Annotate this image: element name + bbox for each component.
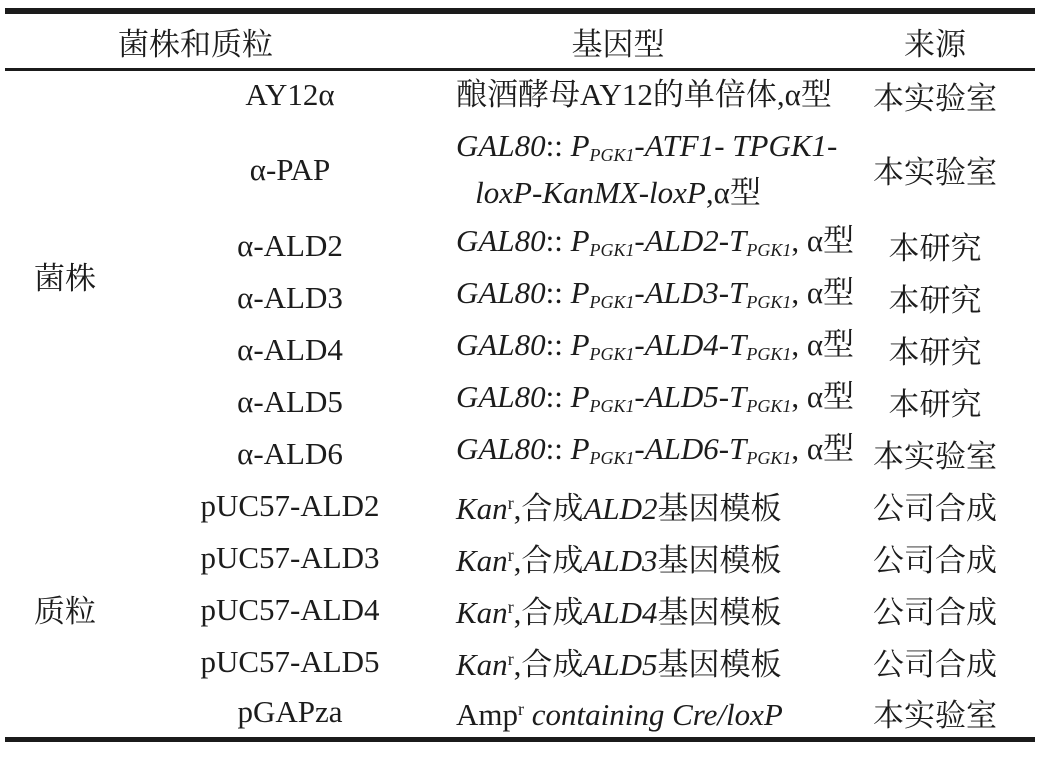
genotype-line xyxy=(456,127,838,174)
genotype-segment: ALD4 xyxy=(583,594,658,630)
genotype-segment: P xyxy=(570,222,590,258)
genotype-segment: P xyxy=(570,274,590,310)
genotype-segment: , α型 xyxy=(791,326,855,362)
genotype-segment: Kan xyxy=(456,490,508,526)
genotype-segment: T xyxy=(729,274,747,310)
genotype-line xyxy=(456,690,783,734)
genotype-line xyxy=(456,536,780,580)
table-row xyxy=(5,120,1035,220)
genotype-line xyxy=(456,378,855,425)
table-row xyxy=(5,272,1035,324)
name-cell: α-PAP xyxy=(249,151,331,187)
genotype-segment: 基因模板 xyxy=(657,594,782,630)
genotype-segment: 酿酒酵母AY12的单倍体,α型 xyxy=(456,77,832,113)
genotype-segment: - xyxy=(827,127,838,163)
genotype-segment: :: xyxy=(545,326,571,362)
strains-plasmids-table xyxy=(5,8,1035,742)
genotype-segment: loxP-KanMX-loxP xyxy=(475,175,706,211)
name-cell: pUC57-ALD2 xyxy=(200,487,380,523)
name-cell: α-ALD4 xyxy=(237,331,343,367)
table-row xyxy=(5,220,1035,272)
source-cell: 本研究 xyxy=(888,387,982,422)
genotype-segment xyxy=(524,697,532,732)
genotype-segment: PGK1 xyxy=(746,448,792,469)
genotype-segment: GAL80 xyxy=(456,222,546,258)
table-body xyxy=(5,70,1035,740)
genotype-segment: ALD2 xyxy=(583,490,658,526)
genotype-segment: , α型 xyxy=(791,274,855,310)
genotype-segment: :: xyxy=(545,127,571,163)
genotype-segment: - xyxy=(714,127,733,163)
genotype-segment: T xyxy=(729,326,747,362)
genotype-cell xyxy=(455,428,855,480)
source-cell: 本研究 xyxy=(888,283,982,318)
genotype-cell xyxy=(455,636,835,688)
genotype-segment: GAL80 xyxy=(456,274,546,310)
genotype-segment: P xyxy=(570,378,590,414)
genotype-segment: T xyxy=(729,430,747,466)
name-cell: pUC57-ALD4 xyxy=(200,591,380,627)
group-cell: 菌株 xyxy=(34,260,96,296)
genotype-segment: P xyxy=(570,127,590,163)
genotype-segment: ALD3 xyxy=(583,542,658,578)
genotype-segment: 基因模板 xyxy=(657,542,782,578)
source-cell: 本实验室 xyxy=(873,80,997,116)
name-cell: α-ALD3 xyxy=(237,279,343,315)
genotype-segment: PGK1 xyxy=(746,344,792,365)
genotype-segment: PGK1 xyxy=(746,292,792,313)
genotype-segment: ,合成 xyxy=(513,542,584,578)
genotype-segment: -ALD3- xyxy=(634,274,730,310)
genotype-segment: r xyxy=(507,596,514,617)
table-row xyxy=(5,480,1035,532)
table-row xyxy=(5,324,1035,376)
genotype-segment: T xyxy=(729,222,747,258)
genotype-segment: Kan xyxy=(456,646,508,682)
genotype-line xyxy=(456,174,780,212)
genotype-segment: ATF1 xyxy=(644,127,715,163)
genotype-segment: PGK1 xyxy=(746,396,792,417)
genotype-line xyxy=(456,484,780,528)
genotype-segment: ,合成 xyxy=(513,646,584,682)
genotype-segment: r xyxy=(507,544,514,565)
genotype-segment: GAL80 xyxy=(456,127,546,163)
genotype-segment: 基因模板 xyxy=(657,646,782,682)
source-cell: 本实验室 xyxy=(873,697,997,733)
genotype-cell xyxy=(455,688,835,740)
genotype-segment: PGK1 xyxy=(589,240,635,261)
genotype-segment: GAL80 xyxy=(456,430,546,466)
genotype-segment: -ALD5- xyxy=(634,378,730,414)
genotype-segment: - xyxy=(634,127,645,163)
genotype-segment: ,合成 xyxy=(513,594,584,630)
genotype-segment: ALD5 xyxy=(583,646,658,682)
genotype-cell xyxy=(455,70,835,120)
genotype-line xyxy=(456,76,832,114)
genotype-segment: :: xyxy=(545,378,571,414)
genotype-line xyxy=(456,222,855,269)
genotype-segment: GAL80 xyxy=(456,378,546,414)
genotype-cell xyxy=(455,376,855,428)
genotype-segment: Kan xyxy=(456,542,508,578)
genotype-segment: -ALD4- xyxy=(634,326,730,362)
genotype-segment: , α型 xyxy=(791,430,855,466)
source-cell: 公司合成 xyxy=(873,647,997,682)
name-cell: AY12α xyxy=(245,77,335,113)
genotype-segment: PGK1 xyxy=(589,396,635,417)
header-genotype: 基因型 xyxy=(455,11,835,70)
source-cell: 本实验室 xyxy=(873,155,997,190)
genotype-segment: GAL80 xyxy=(456,326,546,362)
name-cell: α-ALD5 xyxy=(237,383,343,419)
source-cell: 公司合成 xyxy=(873,543,997,578)
genotype-segment: P xyxy=(570,326,590,362)
genotype-segment: containing Cre/loxP xyxy=(531,697,783,733)
source-cell: 本研究 xyxy=(888,231,982,266)
table-row xyxy=(5,376,1035,428)
genotype-segment: , α型 xyxy=(791,222,855,258)
genotype-segment: :: xyxy=(545,222,571,258)
genotype-segment: 基因模板 xyxy=(657,490,782,526)
genotype-segment: PGK1 xyxy=(589,292,635,313)
table-row xyxy=(5,70,1035,120)
header-strains-plasmids: 菌株和质粒 xyxy=(5,11,455,70)
genotype-line xyxy=(456,274,855,321)
genotype-segment: PGK1 xyxy=(746,240,792,261)
genotype-segment: PGK1 xyxy=(589,145,635,166)
genotype-segment: r xyxy=(518,699,524,720)
table-row xyxy=(5,532,1035,584)
genotype-segment: , α型 xyxy=(791,378,855,414)
genotype-cell xyxy=(455,120,838,220)
genotype-line xyxy=(456,640,780,684)
genotype-segment: -ALD6- xyxy=(634,430,730,466)
genotype-segment: TPGK1 xyxy=(732,127,828,163)
genotype-line xyxy=(456,588,780,632)
genotype-cell xyxy=(455,324,855,376)
table-row xyxy=(5,428,1035,480)
table-header xyxy=(5,11,1035,70)
genotype-segment: r xyxy=(507,648,514,669)
header-source: 来源 xyxy=(835,11,1035,70)
genotype-cell xyxy=(455,272,855,324)
name-cell: pUC57-ALD3 xyxy=(200,539,380,575)
name-cell: α-ALD2 xyxy=(237,227,343,263)
genotype-segment: ,合成 xyxy=(513,490,584,526)
table-row xyxy=(5,636,1035,688)
table-row xyxy=(5,688,1035,740)
source-cell: 公司合成 xyxy=(873,595,997,630)
source-cell: 公司合成 xyxy=(873,491,997,526)
genotype-segment: :: xyxy=(545,430,571,466)
table-row xyxy=(5,584,1035,636)
genotype-segment: T xyxy=(729,378,747,414)
genotype-cell xyxy=(455,584,835,636)
genotype-line xyxy=(456,326,855,373)
genotype-segment: Amp xyxy=(456,697,518,733)
name-cell: pUC57-ALD5 xyxy=(200,643,380,679)
genotype-line xyxy=(456,430,855,477)
genotype-segment: ,α型 xyxy=(705,175,761,211)
genotype-cell xyxy=(455,220,855,272)
genotype-segment: :: xyxy=(545,274,571,310)
header-row xyxy=(5,11,1035,70)
genotype-segment: P xyxy=(570,430,590,466)
genotype-segment: r xyxy=(507,492,514,513)
source-cell: 本研究 xyxy=(888,335,982,370)
name-cell: α-ALD6 xyxy=(237,435,343,471)
genotype-segment: Kan xyxy=(456,594,508,630)
source-cell: 本实验室 xyxy=(873,439,997,474)
group-cell: 质粒 xyxy=(34,593,96,629)
genotype-cell xyxy=(455,532,835,584)
genotype-cell xyxy=(455,480,835,532)
name-cell: pGAPza xyxy=(237,694,343,730)
genotype-segment: PGK1 xyxy=(589,344,635,365)
genotype-segment: PGK1 xyxy=(589,448,635,469)
genotype-segment: -ALD2- xyxy=(634,222,730,258)
